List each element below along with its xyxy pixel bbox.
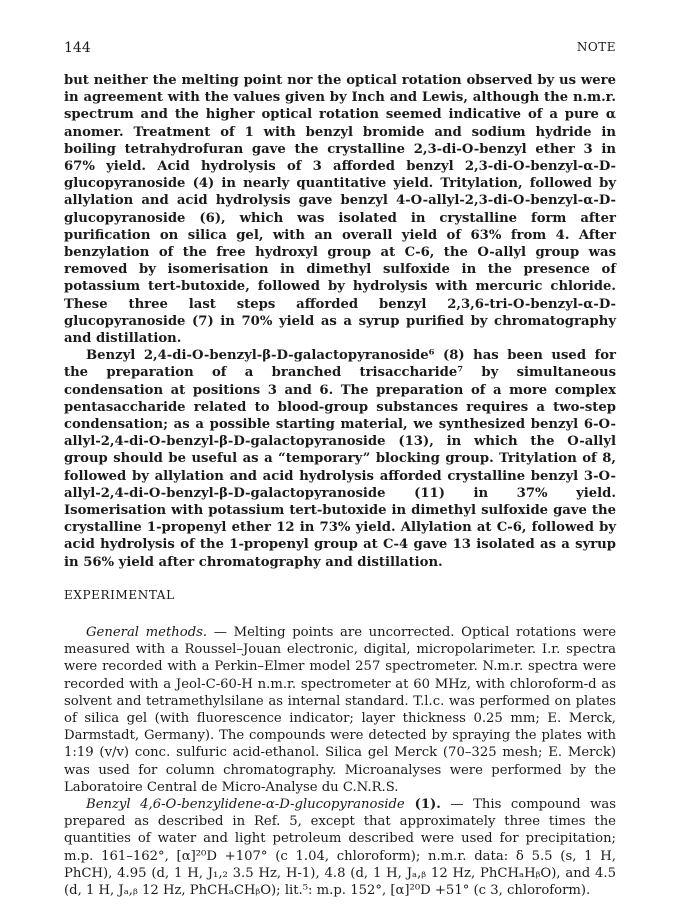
page-body bbox=[64, 72, 616, 899]
compound-1-text: — This compound was prepared as described in Ref. 5, except that approximately three times the quantities of water and light petroleum described were used for precipitation; m.p. 161–162°, [α]²⁰D +107° (c 1.04, chloroform); n.m.r. data: δ 5.5 (s, 1 H, PhCH), 4.95 (d, 1 H, J₁,₂ 3.5 Hz, H-1), 4.8 (d, 1 H, Jₐ,ᵦ 12 Hz, PhCHₐHᵦO), and 4.5 (d, 1 H, Jₐ,ᵦ 12 Hz, PhCHₐCHᵦO); lit.⁵: m.p. 152°, [α]²⁰D +51° (c 3, chloroform). bbox=[64, 796, 616, 898]
general-methods-text: — Melting points are uncorrected. Optical rotations were measured with a Roussel–Jouan electronic, digital, micropolarimeter. I.r. spectra were recorded with a Perkin–Elmer model 257 spectrometer. N.m.r. spectra were recorded with a Jeol-C-60-H n.m.r. spectrometer at 60 MHz, with chloroform-d as solvent and tetramethylsilane as internal standard. T.l.c. was performed on plates of silica gel (with fluorescence indicator; layer thickness 0.25 mm; E. Merck, Darmstadt, Germany). The compounds were detected by spraying the plates with 1:19 (v/v) conc. sulfuric acid-ethanol. Silica gel Merck (70–325 mesh; E. Merck) was used for column chromatography. Microanalyses were performed by the Laboratoire Central de Micro-Analyse du C.N.R.S. bbox=[64, 624, 617, 795]
general-methods-title: General methods. bbox=[86, 624, 208, 640]
page-header bbox=[64, 40, 616, 58]
paragraph-galactopyranoside: Benzyl 2,4-di-O-benzyl-β-D-galactopyranoside⁶ (8) has been used for the preparation of a branched trisaccharide⁷ by simultaneous condensation at positions 3 and 6. The preparation of a more complex pentasaccharide related to blood-group substances requires a two-step condensation; as a possible starting material, we synthesized benzyl 6-O-allyl-2,4-di-O-benzyl-β-D-galactopyranoside (13), in which the O-allyl group should be useful as a “temporary” blocking group. Tritylation of 8, followed by allylation and acid hydrolysis afforded crystalline benzyl 3-O-allyl-2,4-di-O-benzyl-β-D-galactopyranoside (11) in 37% yield. Isomerisation with potassium tert-butoxide in dimethyl sulfoxide gave the crystalline 1-propenyl ether 12 in 73% yield. Allylation at C-6, followed by acid hydrolysis of the 1-propenyl group at C-4 gave 13 isolated as a syrup in 56% yield after chromatography and distillation. bbox=[64, 348, 616, 570]
paragraph-compound-1 bbox=[64, 796, 616, 899]
compound-1-number: (1). bbox=[404, 796, 441, 812]
section-heading-experimental: EXPERIMENTAL bbox=[64, 587, 175, 602]
compound-1-title: Benzyl 4,6-O-benzylidene-α-D-glucopyranoside bbox=[86, 796, 405, 812]
paragraph-general-methods bbox=[64, 624, 616, 796]
paragraph-continued: but neither the melting point nor the optical rotation observed by us were in agreement with the values given by Inch and Lewis, although the n.m.r. spectrum and the higher optical rotation seemed indicative of a pure α anomer. Treatment of 1 with benzyl bromide and sodium hydride in boiling tetrahydrofuran gave the crystalline 2,3-di-O-benzyl ether 3 in 67% yield. Acid hydrolysis of 3 afforded benzyl 2,3-di-O-benzyl-α-D-glucopyranoside (4) in nearly quantitative yield. Tritylation, followed by allylation and acid hydrolysis gave benzyl 4-O-allyl-2,3-di-O-benzyl-α-D-glucopyranoside (6), which was isolated in crystalline form after purification on silica gel, with an overall yield of 63% from 4. After benzylation of the free hydroxyl group at C-6, the O-allyl group was removed by isomerisation in dimethyl sulfoxide in the presence of potassium tert-butoxide, followed by hydrolysis with mercuric chloride. These three last steps afforded benzyl 2,3,6-tri-O-benzyl-α-D-glucopyranoside (7) in 70% yield as a syrup purified by chromatography and distillation. bbox=[64, 73, 616, 347]
page-number: 144 bbox=[64, 40, 91, 56]
running-head: NOTE bbox=[576, 40, 616, 54]
